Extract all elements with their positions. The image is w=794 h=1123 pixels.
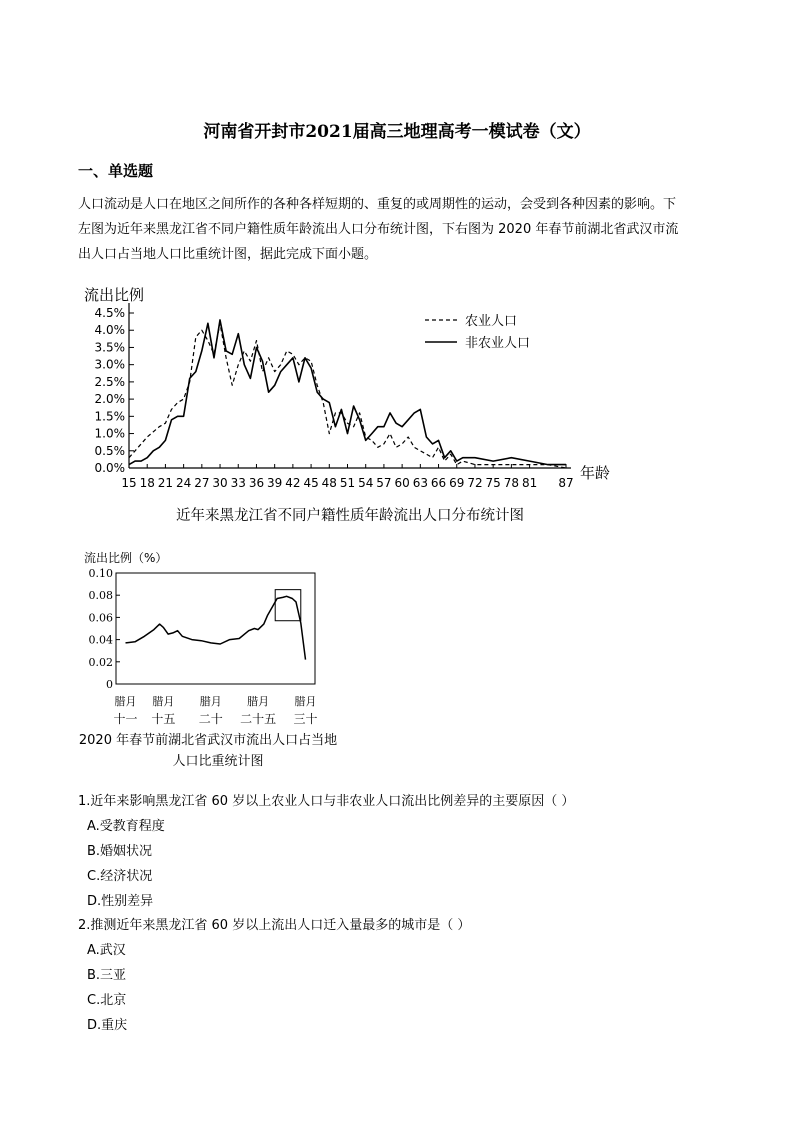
- y-tick-label: 0.04: [88, 633, 113, 647]
- chart2-caption-line1: 2020 年春节前湖北省武汉市流出人口占当地: [78, 733, 338, 748]
- question-1-option-a: A.受教育程度: [87, 819, 165, 834]
- chart1-caption: 近年来黑龙江省不同户籍性质年龄流出人口分布统计图: [176, 508, 524, 524]
- x-tick-label: 39: [267, 476, 283, 490]
- x-tick-label-top: 腊月: [294, 695, 317, 708]
- x-tick-label: 15: [121, 476, 137, 490]
- y-axis-label: 流出比例: [84, 286, 145, 304]
- legend-non-agricultural-label: 非农业人口: [465, 336, 531, 351]
- x-tick-label: 33: [230, 476, 246, 490]
- intro-paragraph: [78, 192, 718, 267]
- y-tick-label: 0.02: [88, 655, 113, 669]
- question-1-stem: 1.近年来影响黑龙江省 60 岁以上农业人口与非农业人口流出比例差异的主要原因（ ）: [78, 794, 575, 809]
- chart1-svg: [80, 280, 620, 530]
- x-tick-label: 72: [467, 476, 483, 490]
- wuhan-outflow-chart: [78, 546, 378, 775]
- x-tick-label-bottom: 二十: [198, 712, 223, 726]
- x-tick-label: 54: [358, 476, 374, 490]
- x-tick-label-bottom: 三十: [293, 712, 318, 726]
- x-tick-label-top: 腊月: [247, 695, 270, 708]
- question-2-option-d: D.重庆: [87, 1018, 128, 1033]
- x-tick-label-top: 腊月: [199, 695, 222, 708]
- x-tick-label-bottom: 十一: [113, 712, 138, 726]
- question-1-option-b: B.婚姻状况: [87, 844, 153, 859]
- y-tick-label: 0.0%: [94, 461, 125, 475]
- y-tick-label: 0.10: [88, 567, 113, 580]
- intro-line: 人口流动是人口在地区之间所作的各种各样短期的、重复的或周期性的运动，会受到各种因素的影响。下: [78, 197, 677, 212]
- y-tick-label: 0.08: [88, 589, 113, 603]
- y-tick-label: 0.06: [88, 611, 113, 625]
- x-tick-label: 69: [449, 476, 465, 490]
- outflow-line: [126, 596, 306, 659]
- chart2-svg: [78, 546, 378, 771]
- question-1-option-c: C.经济状况: [87, 869, 153, 884]
- page-title: 河南省开封市2021届高三地理高考一模试卷（文）: [203, 122, 591, 142]
- x-tick-label: 63: [412, 476, 428, 490]
- x-tick-label: 57: [376, 476, 392, 490]
- x-tick-label: 66: [430, 476, 447, 490]
- y-axis-label: 流出比例（%）: [84, 551, 168, 565]
- section-heading: 一、单选题: [78, 162, 154, 180]
- x-tick-label: 78: [503, 476, 520, 490]
- intro-line: 出人口占当地人口比重统计图，据此完成下面小题。: [78, 247, 378, 262]
- question-2-option-b: B.三亚: [87, 968, 127, 983]
- x-tick-label: 87: [558, 476, 574, 490]
- y-tick-label: 0: [106, 678, 113, 691]
- x-tick-label: 75: [485, 476, 501, 490]
- y-tick-label: 1.0%: [94, 426, 125, 441]
- y-tick-label: 0.5%: [94, 443, 125, 458]
- question-2-option-a: A.武汉: [87, 943, 126, 958]
- x-tick-label-bottom: 二十五: [240, 712, 277, 726]
- question-1-option-d: D.性别差异: [87, 894, 154, 909]
- chart2-caption-line2: 人口比重统计图: [172, 754, 264, 769]
- x-tick-label: 24: [175, 476, 192, 490]
- y-tick-label: 2.0%: [94, 392, 125, 407]
- y-tick-label: 3.5%: [94, 340, 125, 355]
- x-tick-label-top: 腊月: [152, 695, 175, 708]
- x-tick-label: 60: [394, 476, 410, 490]
- x-tick-label: 45: [303, 476, 319, 490]
- y-tick-label: 2.5%: [94, 374, 125, 389]
- y-tick-label: 4.0%: [94, 323, 125, 338]
- intro-line: 左图为近年来黑龙江省不同户籍性质年龄流出人口分布统计图，下右图为 2020 年春节前湖北省武汉市流: [78, 222, 679, 237]
- x-tick-label: 42: [285, 476, 301, 490]
- y-tick-label: 1.5%: [94, 409, 125, 424]
- y-tick-label: 4.5%: [94, 306, 125, 320]
- x-tick-label: 21: [157, 476, 174, 490]
- y-tick-label: 3.0%: [94, 357, 125, 372]
- heilongjiang-outflow-chart: [80, 280, 620, 534]
- x-tick-label-top: 腊月: [114, 695, 137, 708]
- question-2-option-c: C.北京: [87, 993, 127, 1008]
- x-tick-label: 30: [212, 476, 228, 490]
- x-tick-label: 81: [521, 476, 538, 490]
- x-tick-label: 48: [321, 476, 337, 490]
- x-tick-label: 27: [194, 476, 210, 490]
- x-tick-label: 36: [248, 476, 265, 490]
- x-tick-label: 51: [339, 476, 356, 490]
- question-2-stem: 2.推测近年来黑龙江省 60 岁以上流出人口迁入量最多的城市是（ ）: [78, 918, 471, 933]
- x-axis-label: 年龄: [580, 464, 611, 482]
- legend-agricultural-label: 农业人口: [465, 314, 518, 329]
- x-tick-label: 18: [139, 476, 155, 490]
- x-tick-label-bottom: 十五: [151, 712, 176, 726]
